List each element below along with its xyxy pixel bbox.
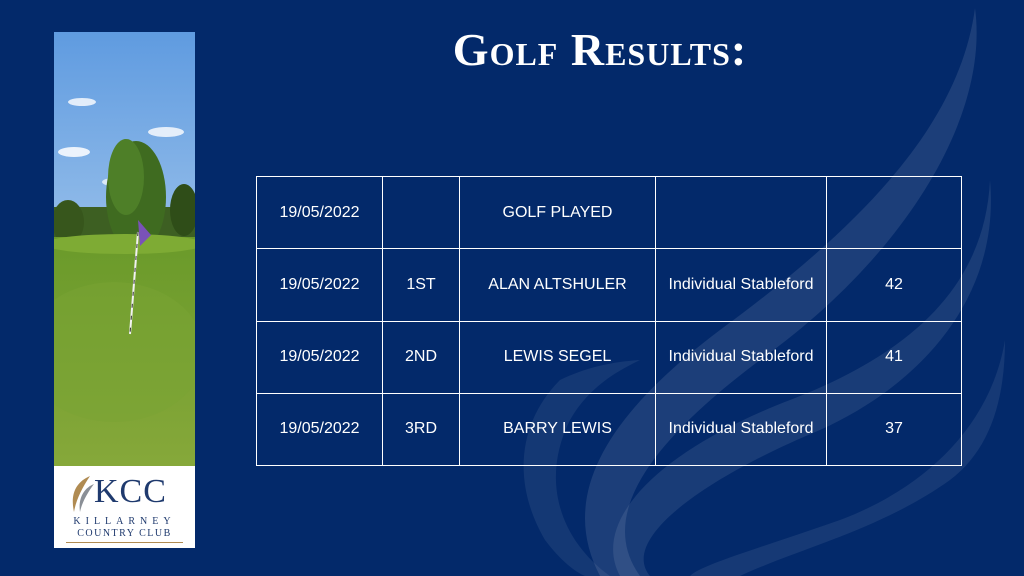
logo-name-line1: KILLARNEY [73, 516, 176, 527]
format-cell: Individual Stableford [656, 321, 827, 393]
date-cell: 19/05/2022 [257, 177, 383, 249]
player-cell: ALAN ALTSHULER [460, 249, 656, 321]
table-row [257, 177, 962, 249]
table-row [257, 249, 962, 321]
score-cell [827, 177, 962, 249]
date-cell: 19/05/2022 [257, 393, 383, 465]
logo-name-line2: COUNTRY CLUB [77, 528, 172, 539]
player-cell: GOLF PLAYED [460, 177, 656, 249]
position-cell: 2ND [383, 321, 460, 393]
results-table [256, 176, 962, 466]
logo-divider [66, 542, 183, 543]
player-cell: LEWIS SEGEL [460, 321, 656, 393]
logo-abbreviation: KCC [94, 473, 167, 510]
side-panel [54, 32, 195, 548]
position-cell: 3RD [383, 393, 460, 465]
page-title: Golf Results: [452, 24, 748, 75]
format-cell: Individual Stableford [656, 393, 827, 465]
player-cell: BARRY LEWIS [460, 393, 656, 465]
feather-logo-icon [66, 474, 96, 516]
score-cell: 42 [827, 249, 962, 321]
golf-course-photo [54, 32, 195, 466]
format-cell: Individual Stableford [656, 249, 827, 321]
table-row [257, 393, 962, 465]
score-cell: 41 [827, 321, 962, 393]
table-row [257, 321, 962, 393]
club-logo [54, 466, 195, 548]
date-cell: 19/05/2022 [257, 249, 383, 321]
score-cell: 37 [827, 393, 962, 465]
date-cell: 19/05/2022 [257, 321, 383, 393]
format-cell [656, 177, 827, 249]
position-cell: 1ST [383, 249, 460, 321]
position-cell [383, 177, 460, 249]
